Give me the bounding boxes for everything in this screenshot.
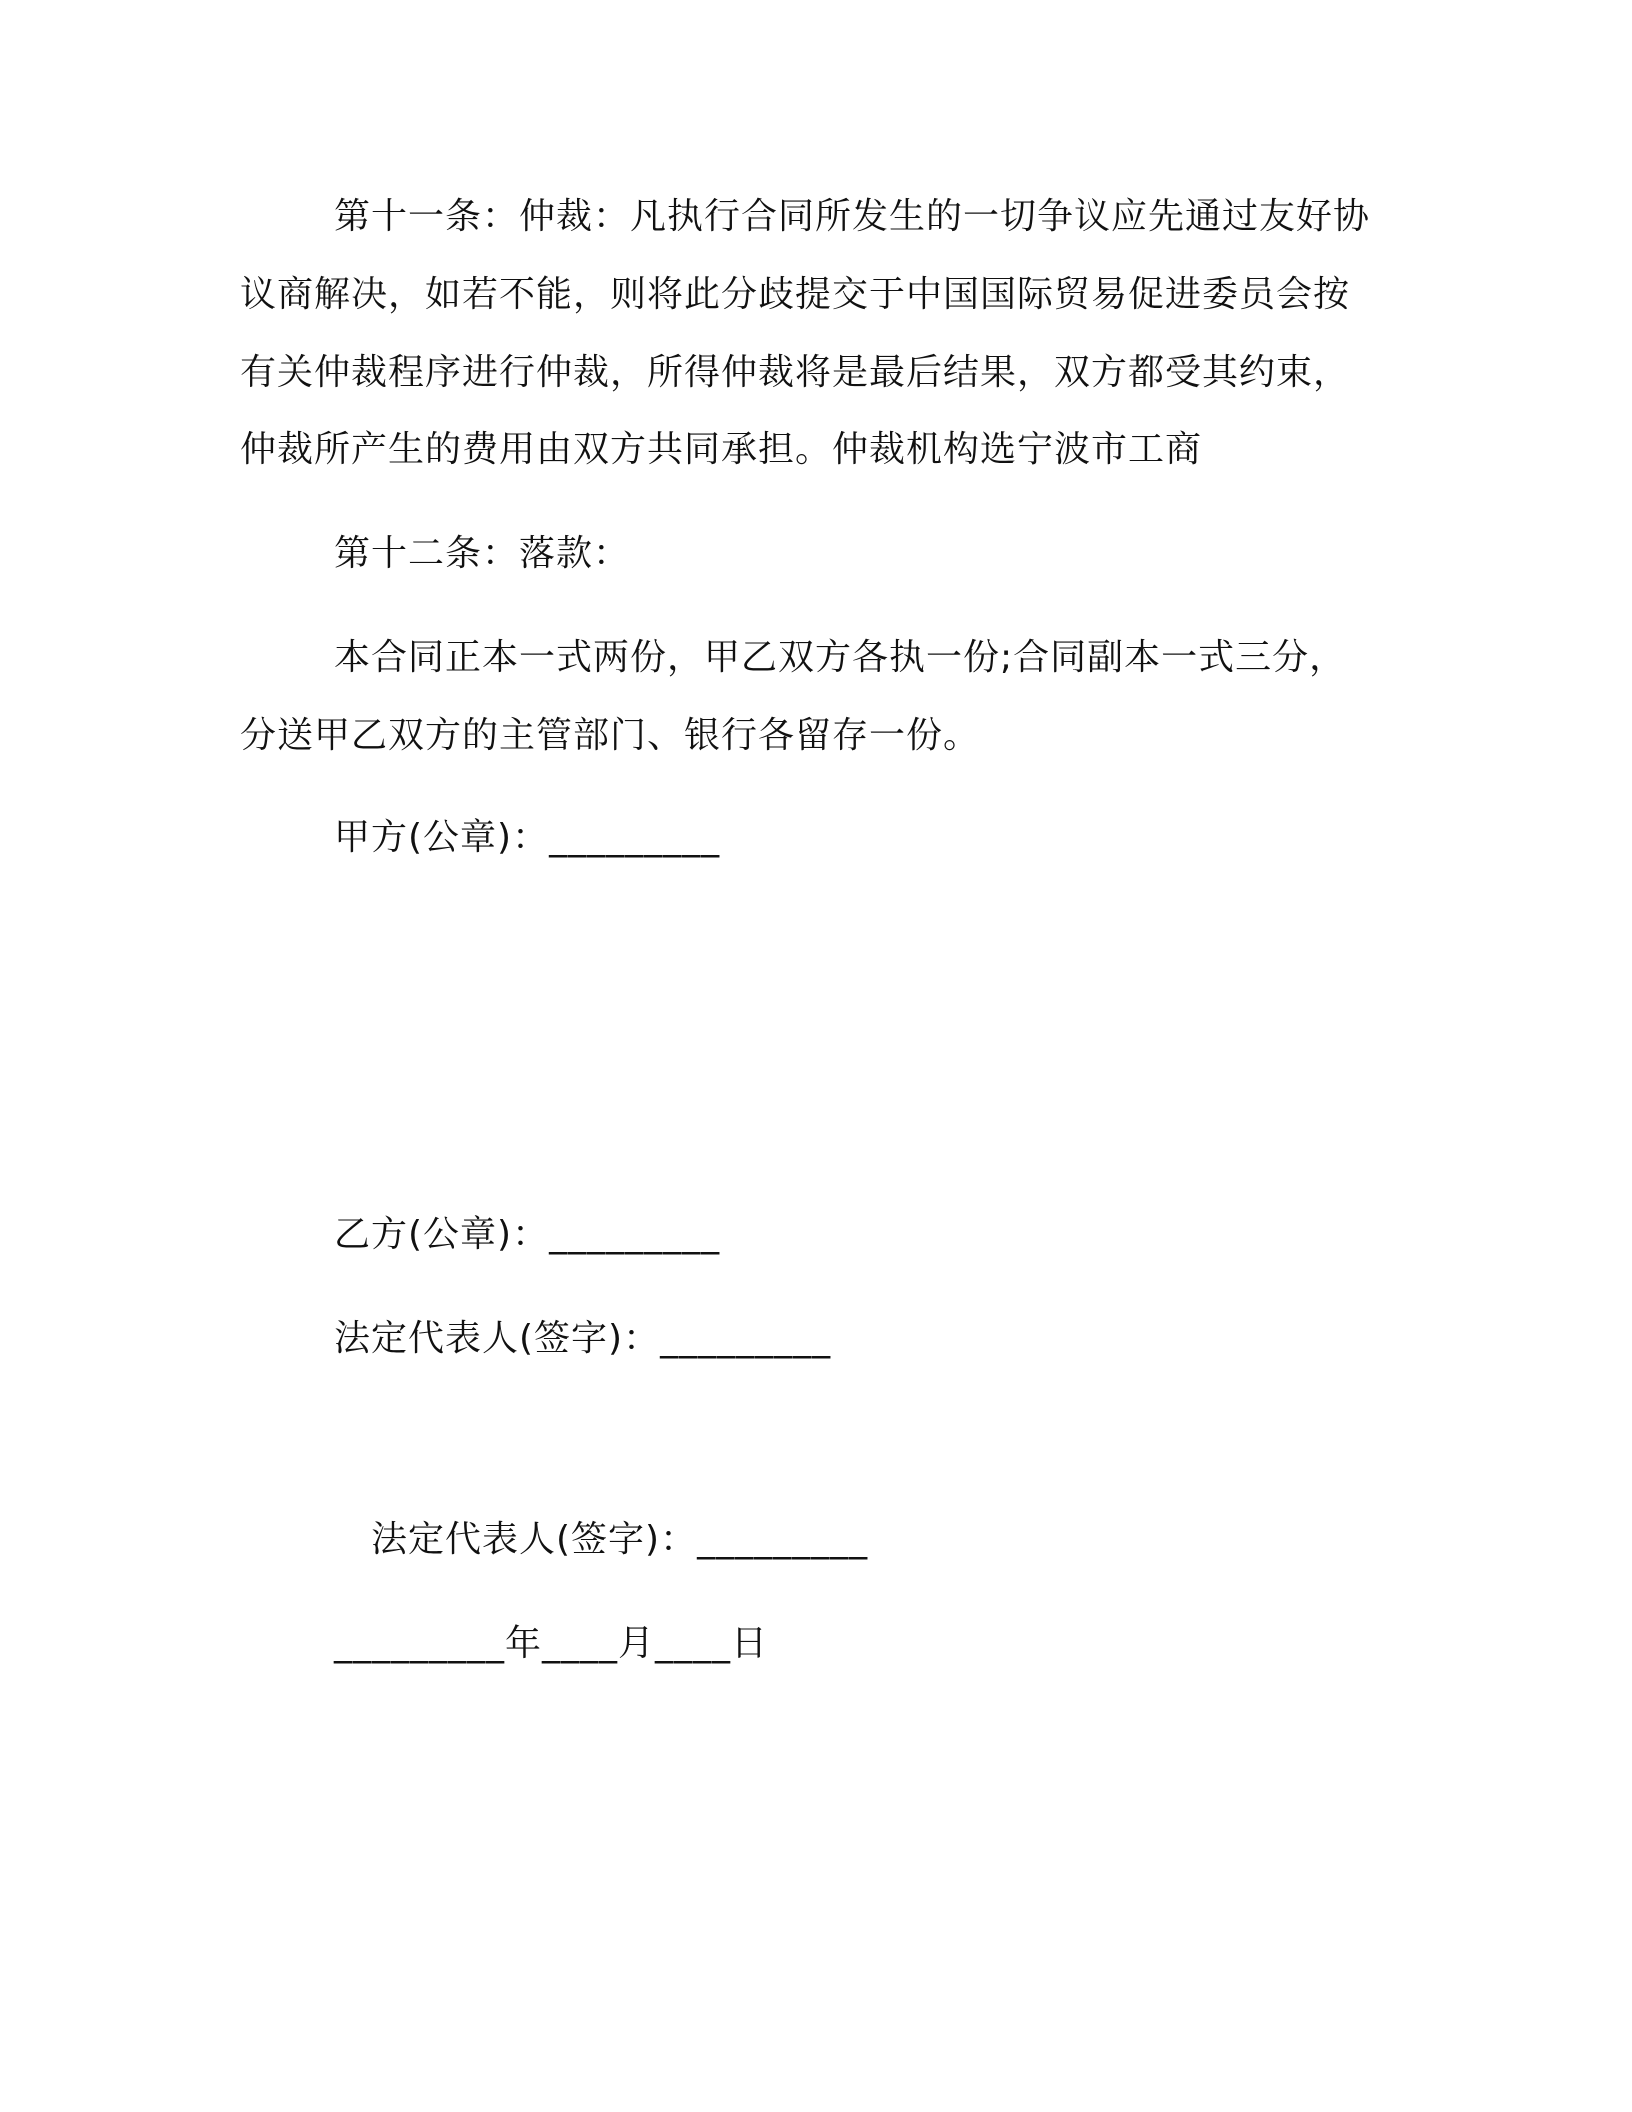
copies-line-1: 本合同正本一式两份，甲乙双方各执一份;合同副本一式三分， (334, 637, 1347, 678)
article-11-line-3: 有关仲裁程序进行仲裁，所得仲裁将是最后结果，双方都受其约束， (240, 352, 1351, 393)
party-a-seal: 甲方(公章)：_________ (334, 817, 721, 858)
legal-representative-signature-2: 法定代表人(签字)：_________ (371, 1519, 869, 1560)
article-12-heading: 第十二条：落款： (334, 533, 631, 574)
signing-date: _________年____月____日 (334, 1623, 768, 1664)
article-11-line-1: 第十一条：仲裁：凡执行合同所发生的一切争议应先通过友好协 (334, 196, 1371, 237)
copies-line-2: 分送甲乙双方的主管部门、银行各留存一份。 (240, 715, 981, 756)
article-11-line-4: 仲裁所产生的费用由双方共同承担。仲裁机构选宁波市工商 (240, 429, 1203, 470)
party-b-seal: 乙方(公章)：_________ (334, 1214, 721, 1255)
article-11-line-2: 议商解决，如若不能，则将此分歧提交于中国国际贸易促进委员会按 (240, 274, 1351, 315)
legal-representative-signature-1: 法定代表人(签字)：_________ (334, 1318, 832, 1359)
